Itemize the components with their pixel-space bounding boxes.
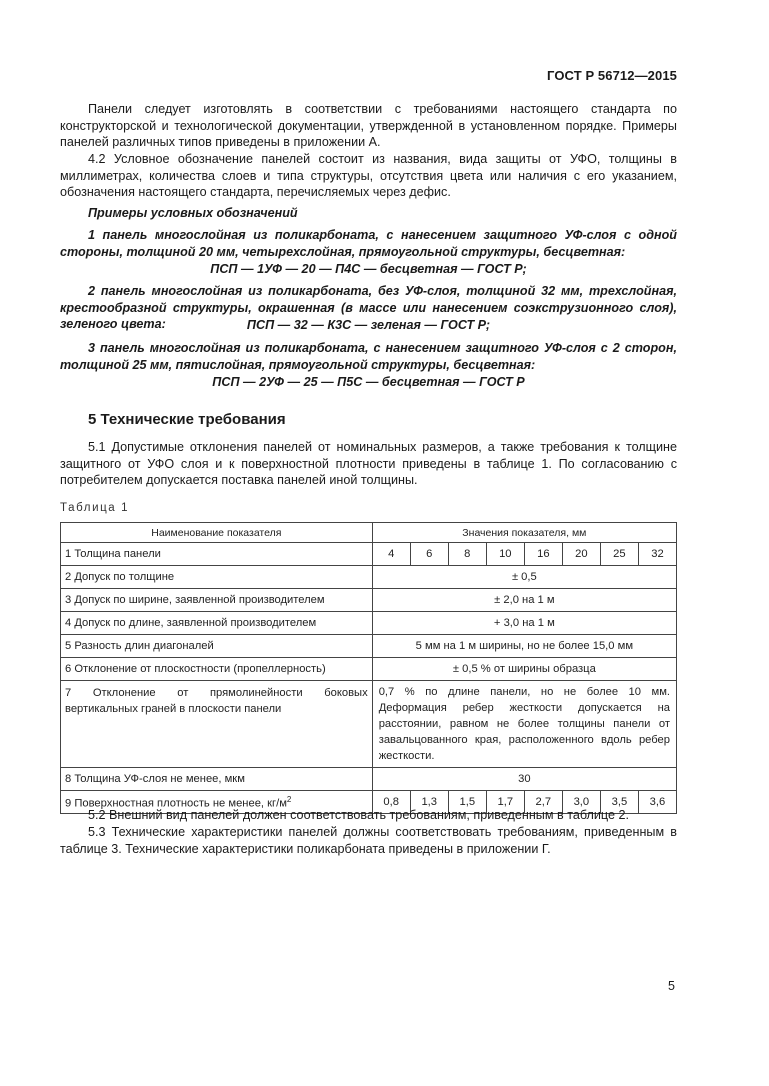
cell-value: 8 bbox=[448, 543, 486, 566]
paragraph-5-1: 5.1 Допустимые отклонения панелей от номинальных размеров, а также требования к толщине защитного от УФО слоя и к поверхностной плотности приведены в таблице 1. По согласованию с потребителем допускается поставка панелей иной толщины. bbox=[60, 440, 677, 488]
row-label: 3 Допуск по ширине, заявленной производителем bbox=[61, 589, 373, 612]
paragraph-4-2: 4.2 Условное обозначение панелей состоит из названия, вида защиты от УФО, толщины в миллиметрах, количества слоев и типа структуры, отсутствия цвета или наличия с его указанием, обозначения настоящего стандарта, перечисляемых через дефис. bbox=[60, 152, 677, 200]
cell-value: 3,6 bbox=[638, 791, 676, 814]
cell-value: 25 bbox=[600, 543, 638, 566]
cell-value: 0,8 bbox=[372, 791, 410, 814]
cell-value: 30 bbox=[372, 768, 676, 791]
row-label: 4 Допуск по длине, заявленной производителем bbox=[61, 612, 373, 635]
table-caption: Таблица 1 bbox=[60, 502, 130, 514]
example-3-code: ПСП — 2УФ — 25 — П5С — бесцветная — ГОСТ Р bbox=[212, 375, 525, 389]
cell-value: 3,5 bbox=[600, 791, 638, 814]
cell-value: 1,3 bbox=[410, 791, 448, 814]
intro-paragraph: Панели следует изготовлять в соответствии с требованиями настоящего стандарта по конструкторской и технологической документации, утвержденной в установленном порядке. Примеры панелей различных типов приведены в приложении А. bbox=[60, 102, 677, 150]
cell-value: 20 bbox=[562, 543, 600, 566]
row-label: 7 Отклонение от прямолинейности боковых вертикальных граней в плоскости панели bbox=[61, 681, 373, 768]
cell-value: 10 bbox=[486, 543, 524, 566]
standard-code-header: ГОСТ Р 56712—2015 bbox=[547, 68, 677, 83]
examples-title: Примеры условных обозначений bbox=[88, 206, 298, 220]
cell-value: ± 0,5 % от ширины образца bbox=[372, 658, 676, 681]
cell-value: + 3,0 на 1 м bbox=[372, 612, 676, 635]
cell-value: 16 bbox=[524, 543, 562, 566]
page-number: 5 bbox=[668, 979, 675, 993]
example-2-text: 2 панель многослойная из поликарбоната, без УФ-слоя, толщиной 32 мм, трехслойная, крестообразной структуры, окрашенная (в массе или нанесением соэкструзионного слоя), зеленого цвета: bbox=[60, 284, 677, 332]
table-row bbox=[61, 612, 677, 635]
row-label: 5 Разность длин диагоналей bbox=[61, 635, 373, 658]
table-1 bbox=[60, 522, 677, 814]
column-header-values: Значения показателя, мм bbox=[372, 523, 676, 543]
example-3-text: 3 панель многослойная из поликарбоната, с нанесением защитного УФ-слоя с 2 сторон, толщиной 25 мм, пятислойная, прямоугольной структуры, бесцветная: bbox=[60, 341, 677, 372]
cell-value: 1,7 bbox=[486, 791, 524, 814]
example-2-code: ПСП — 32 — К3С — зеленая — ГОСТ Р; bbox=[246, 318, 491, 332]
superscript: 2 bbox=[286, 794, 292, 804]
table-row bbox=[61, 658, 677, 681]
section-5-heading: 5 Технические требования bbox=[88, 411, 286, 428]
example-1-code: ПСП — 1УФ — 20 — П4С — бесцветная — ГОСТ Р; bbox=[210, 262, 527, 276]
cell-value: 1,5 bbox=[448, 791, 486, 814]
table-row bbox=[61, 768, 677, 791]
row-label-text: 9 Поверхностная плотность не менее, кг/м bbox=[65, 797, 287, 810]
table-row bbox=[61, 681, 677, 768]
row-label: 6 Отклонение от плоскостности (пропеллерность) bbox=[61, 658, 373, 681]
cell-value: 5 мм на 1 м ширины, но не более 15,0 мм bbox=[372, 635, 676, 658]
cell-value: 3,0 bbox=[562, 791, 600, 814]
cell-value: 0,7 % по длине панели, но не более 10 мм. Деформация ребер жесткости допускается на расстоянии, равном не более толщины панели от завальцованного края, расположенного вдоль ребер жесткости. bbox=[372, 681, 676, 768]
table-row bbox=[61, 566, 677, 589]
row-label: 8 Толщина УФ-слоя не менее, мкм bbox=[61, 768, 373, 791]
row-label: 1 Толщина панели bbox=[61, 543, 373, 566]
table-row bbox=[61, 589, 677, 612]
cell-value: ± 0,5 bbox=[372, 566, 676, 589]
cell-value: 32 bbox=[638, 543, 676, 566]
cell-value: 2,7 bbox=[524, 791, 562, 814]
paragraph-5-2: 5.2 Внешний вид панелей должен соответствовать требованиям, приведенным в таблице 2. bbox=[88, 808, 629, 822]
table-row bbox=[61, 635, 677, 658]
table-row bbox=[61, 543, 677, 566]
cell-value: 6 bbox=[410, 543, 448, 566]
column-header-name: Наименование показателя bbox=[61, 523, 373, 543]
paragraph-5-3: 5.3 Технические характеристики панелей должны соответствовать требованиям, приведенным в таблице 3. Технические характеристики поликарбоната приведены в приложении Г. bbox=[60, 825, 677, 856]
table-header-row bbox=[61, 523, 677, 543]
example-1-text: 1 панель многослойная из поликарбоната, с нанесением защитного УФ-слоя с одной стороны, толщиной 20 мм, четырехслойная, прямоугольной структуры, бесцветная: bbox=[60, 228, 677, 259]
cell-value: 4 bbox=[372, 543, 410, 566]
cell-value: ± 2,0 на 1 м bbox=[372, 589, 676, 612]
row-label: 2 Допуск по толщине bbox=[61, 566, 373, 589]
